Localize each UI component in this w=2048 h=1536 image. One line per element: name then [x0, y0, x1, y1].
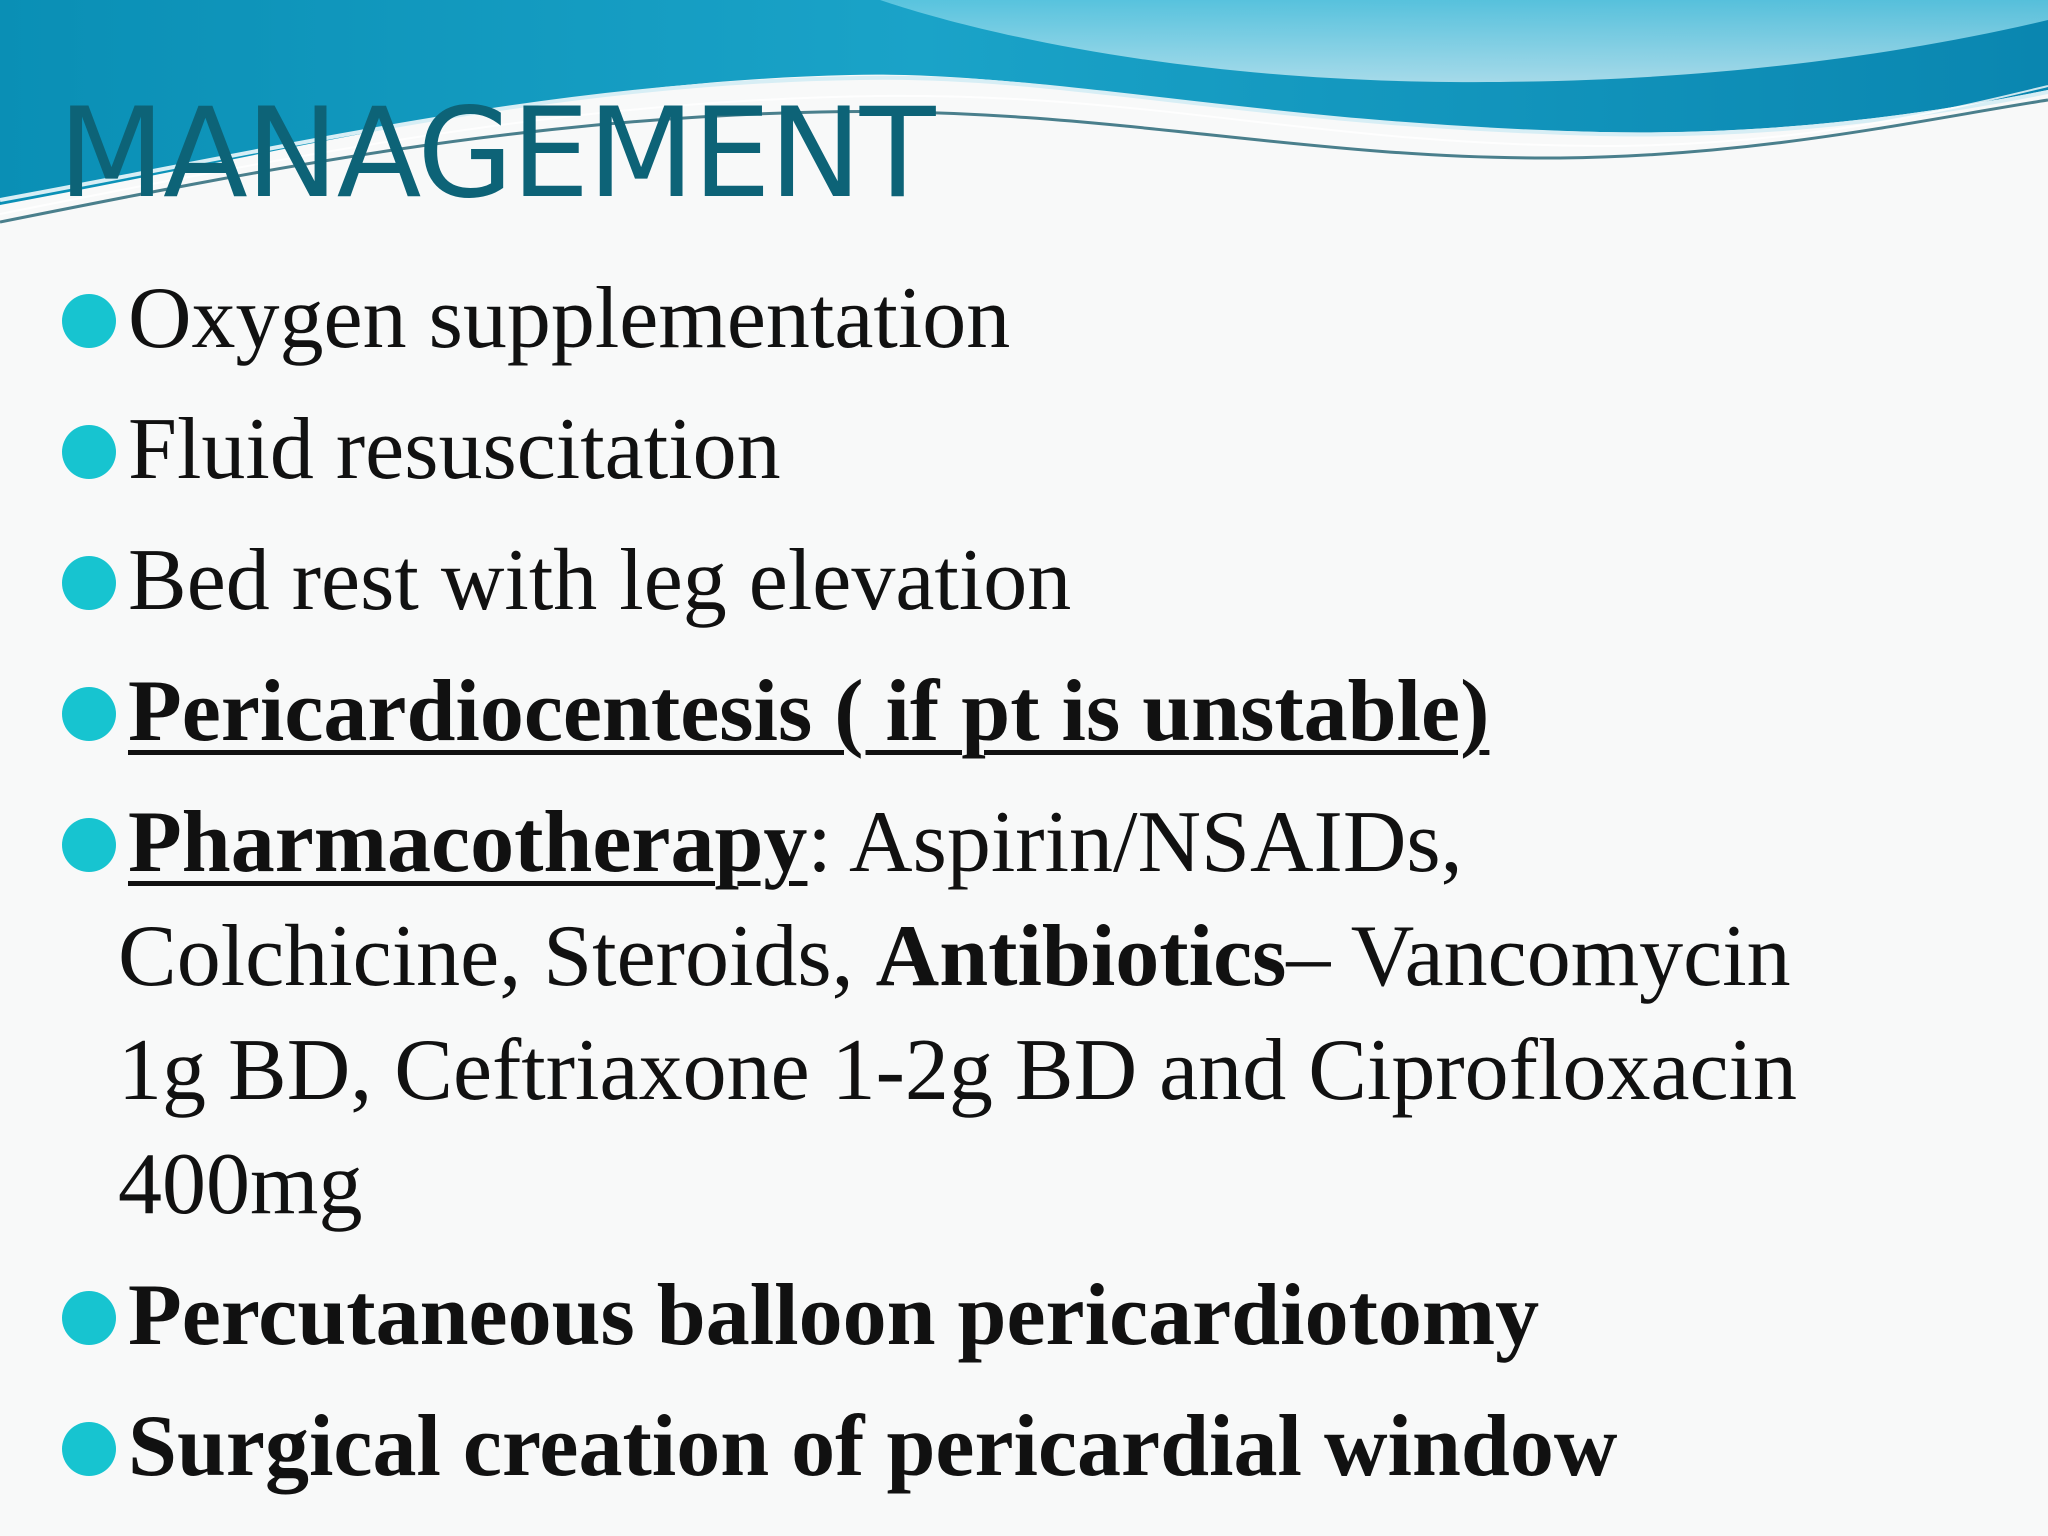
bullet-text-emphasized: Pericardiocentesis ( if pt is unstable): [128, 663, 1490, 760]
pharmacotherapy-drugs: : Aspirin/NSAIDs,: [807, 794, 1463, 891]
bullet-dot-icon: [62, 1422, 116, 1476]
bullet-dot-icon: [62, 1291, 116, 1345]
list-item-bed-rest: [62, 524, 1992, 638]
pharmacotherapy-label: Pharmacotherapy: [128, 794, 808, 891]
pharmacotherapy-line-4: 400mg: [118, 1136, 363, 1233]
list-item-balloon-pericardiotomy: [62, 1259, 1992, 1373]
list-item-pericardiocentesis: [62, 655, 1992, 769]
bullet-text: Oxygen supplementation: [128, 270, 1011, 367]
bullet-text-bold: Percutaneous balloon pericardiotomy: [128, 1267, 1540, 1364]
pharmacotherapy-line-3: 1g BD, Ceftriaxone 1-2g BD and Ciprofloxacin: [118, 1022, 1798, 1119]
list-item-pericardial-window: [62, 1390, 1992, 1504]
antibiotics-vancomycin: – Vancomycin: [1286, 908, 1791, 1005]
pharmacotherapy-line-2: [118, 900, 1992, 1014]
slide-title: MANAGEMENT: [58, 82, 934, 226]
antibiotics-label: Antibiotics: [875, 908, 1287, 1005]
bullet-dot-icon: [62, 818, 116, 872]
bullet-dot-icon: [62, 294, 116, 348]
bullet-dot-icon: [62, 425, 116, 479]
bullet-dot-icon: [62, 556, 116, 610]
list-item-oxygen: [62, 262, 1992, 376]
bullet-dot-icon: [62, 687, 116, 741]
bullet-text: Bed rest with leg elevation: [128, 532, 1072, 629]
bullet-text-bold: Surgical creation of pericardial window: [128, 1398, 1618, 1495]
list-item-pharmacotherapy: [62, 786, 1992, 1242]
list-item-fluid: [62, 393, 1992, 507]
bullet-list: [62, 262, 1992, 1521]
pharmacotherapy-drugs-2: Colchicine, Steroids,: [118, 908, 876, 1005]
bullet-text: Fluid resuscitation: [128, 401, 781, 498]
